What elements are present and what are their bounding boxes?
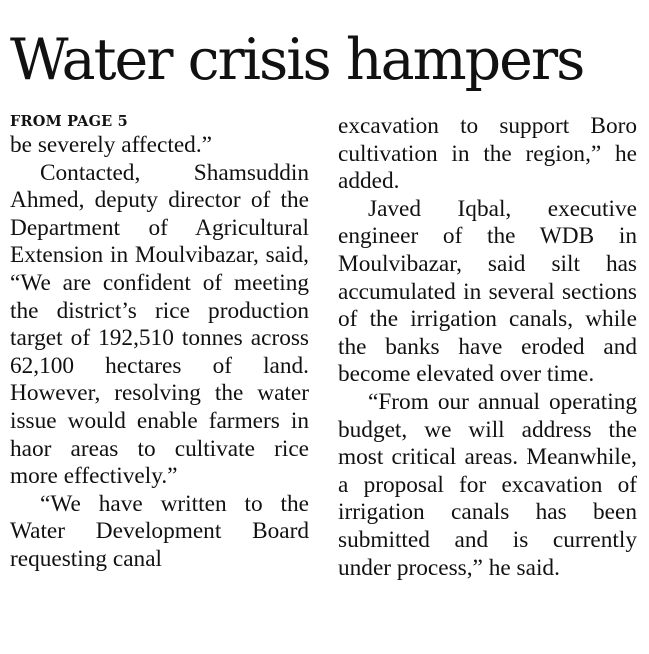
article-paragraph: excavation to support Boro cultivation in the region,” he added.	[338, 113, 637, 195]
article-paragraph: Javed Iqbal, executive engineer of the WDB in Moulvibazar, said silt has accumulated in several sections of the irrigation canals, while the banks have eroded and become elevated over time.	[338, 195, 637, 388]
article-paragraph: Contacted, Shamsuddin Ahmed, deputy director of the Department of Agricultural Extension in Moulvibazar, said, “We are confident of meeting the district’s rice production target of 192,510 tonnes across 62,100 hectares of land. However, resolving the water issue would enable farmers in haor areas to cultivate rice more effectively.”	[10, 159, 309, 490]
article-headline: Water crisis hampers	[10, 27, 584, 93]
article-column-left	[10, 112, 309, 574]
article-paragraph: “From our annual operating budget, we will address the most critical areas. Meanwhile, a proposal for excavation of irrigation canals has been submitted and is currently under process,” he said.	[338, 388, 637, 581]
article-column-right	[338, 113, 637, 582]
article-paragraph: “We have written to the Water Development Board requesting canal	[10, 490, 309, 572]
continuation-kicker: FROM PAGE 5	[10, 113, 128, 130]
article-paragraph: be severely affected.”	[10, 132, 212, 158]
